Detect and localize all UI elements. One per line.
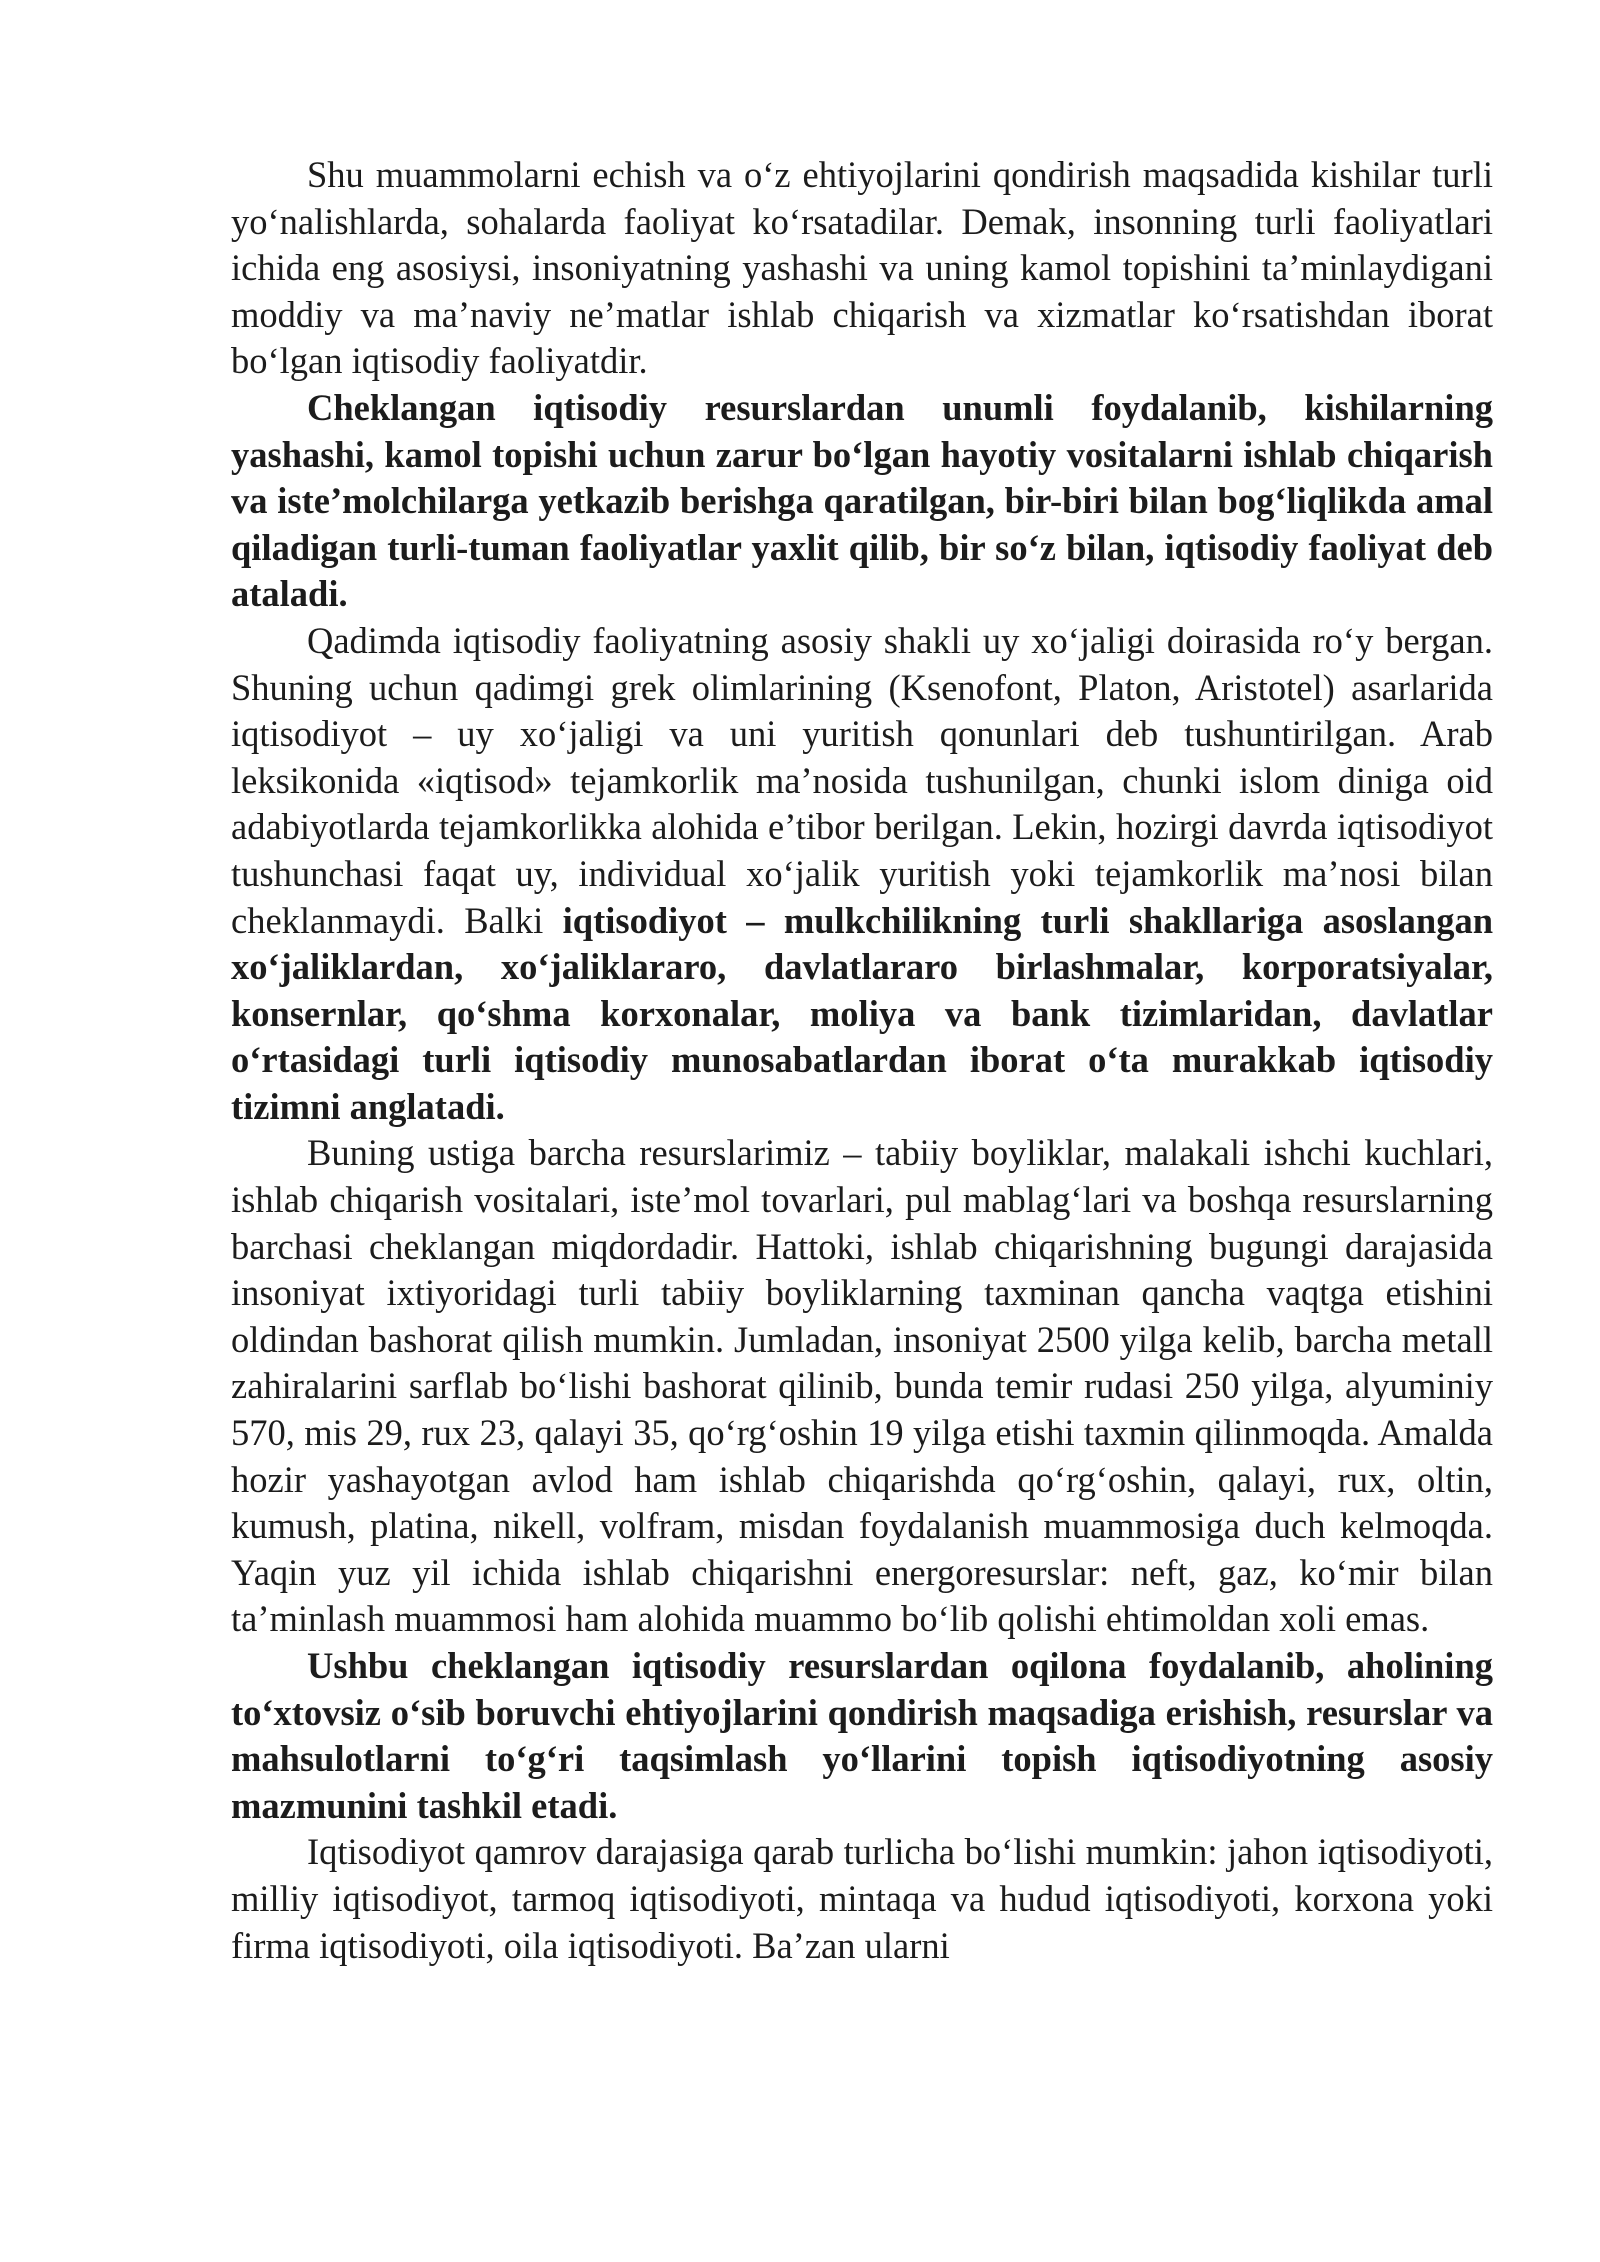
document-page [231,152,1493,1969]
paragraph-4: Buning ustiga barcha resurslarimiz – tabiiy boyliklar, malakali ishchi kuchlari, ishlab chiqarish vositalari, iste’mol tovarlari, pul mablag‘lari va boshqa resurslarning barchasi cheklangan miqdordadir. Hattoki, ishlab chiqarishning bugungi darajasida insoniyat ixtiyoridagi turli tabiiy boyliklarning taxminan qancha vaqtga etishini oldindan bashorat qilish mumkin. Jumladan, insoniyat 2500 yilga kelib, barcha metall zahiralarini sarflab bo‘lishi bashorat qilinib, bunda temir rudasi 250 yilga, alyuminiy 570, mis 29, rux 23, qalayi 35, qo‘rg‘oshin 19 yilga etishi taxmin qilinmoqda. Amalda hozir yashayotgan avlod ham ishlab chiqarishda qo‘rg‘oshin, qalayi, rux, oltin, kumush, platina, nikell, volfram, misdan foydalanish muammosiga duch kelmoqda. Yaqin yuz yil ichida ishlab chiqarishni energoresurslar: neft, gaz, ko‘mir bilan ta’minlash muammosi ham alohida muammo bo‘lib qolishi ehtimoldan xoli emas. [231,1132,1493,1640]
paragraph-2-definition: Cheklangan iqtisodiy resurslardan unumli foydalanib, kishilarning yashashi, kamol topishi uchun zarur bo‘lgan hayotiy vositalarni ishlab chiqarish va iste’molchilarga yetkazib berishga qaratilgan, bir-biri bilan bog‘liqlikda amal qiladigan turli-tuman faoliyatlar yaxlit qilib, bir so‘z bilan, iqtisodiy faoliyat deb ataladi. [231,386,1493,615]
paragraph-3-regular-text: Qadimda iqtisodiy faoliyatning asosiy shakli uy xo‘jaligi doirasida ro‘y bergan. Shuning uchun qadimgi grek olimlarining (Ksenofont, Platon, Aristotel) asarlarida iqtisodiyot – uy xo‘jaligi va uni yuritish qonunlari deb tushuntirilgan. Arab leksikonida «iqtisod» tejamkorlik ma’nosida tushunilgan, chunki islom diniga oid adabiyotlarda tejamkorlikka alohida e’tibor berilgan. Lekin, hozirgi davrda iqtisodiyot tushunchasi faqat uy, individual xo‘jalik yuritish yoki tejamkorlik ma’nosi bilan cheklanmaydi. Balki [231,619,1493,941]
paragraph-6: Iqtisodiyot qamrov darajasiga qarab turlicha bo‘lishi mumkin: jahon iqtisodiyoti, milliy iqtisodiyot, tarmoq iqtisodiyoti, mintaqa va hudud iqtisodiyoti, korxona yoki firma iqtisodiyoti, oila iqtisodiyoti. Ba’zan ularni [231,1831,1493,1966]
paragraph-1: Shu muammolarni echish va o‘z ehtiyojlarini qondirish maqsadida kishilar turli yo‘nalishlarda, sohalarda faoliyat ko‘rsatadilar. Demak, insonning turli faoliyatlari ichida eng asosiysi, insoniyatning yashashi va uning kamol topishini ta’minlaydigani moddiy va ma’naviy ne’matlar ishlab chiqarish va xizmatlar ko‘rsatishdan iborat bo‘lgan iqtisodiy faoliyatdir. [231,154,1493,382]
paragraph-3 [231,618,1493,1131]
paragraph-3-bold-text: iqtisodiyot – mulkchilikning turli shakllariga asoslangan xo‘jaliklardan, xo‘jaliklararo, davlatlararo birlashmalar, korporatsiyalar, konsernlar, qo‘shma korxonalar, moliya va bank tizimlaridan, davlatlar o‘rtasidagi turli iqtisodiy munosabatlardan iborat o‘ta murakkab iqtisodiy tizimni anglatadi. [231,899,1493,1127]
paragraph-5-definition: Ushbu cheklangan iqtisodiy resurslardan oqilona foydalanib, aholining to‘xtovsiz o‘sib boruvchi ehtiyojlarini qondirish maqsadiga erishish, resurslar va mahsulotlarni to‘g‘ri taqsimlash yo‘llarini topish iqtisodiyotning asosiy mazmunini tashkil etadi. [231,1645,1493,1826]
